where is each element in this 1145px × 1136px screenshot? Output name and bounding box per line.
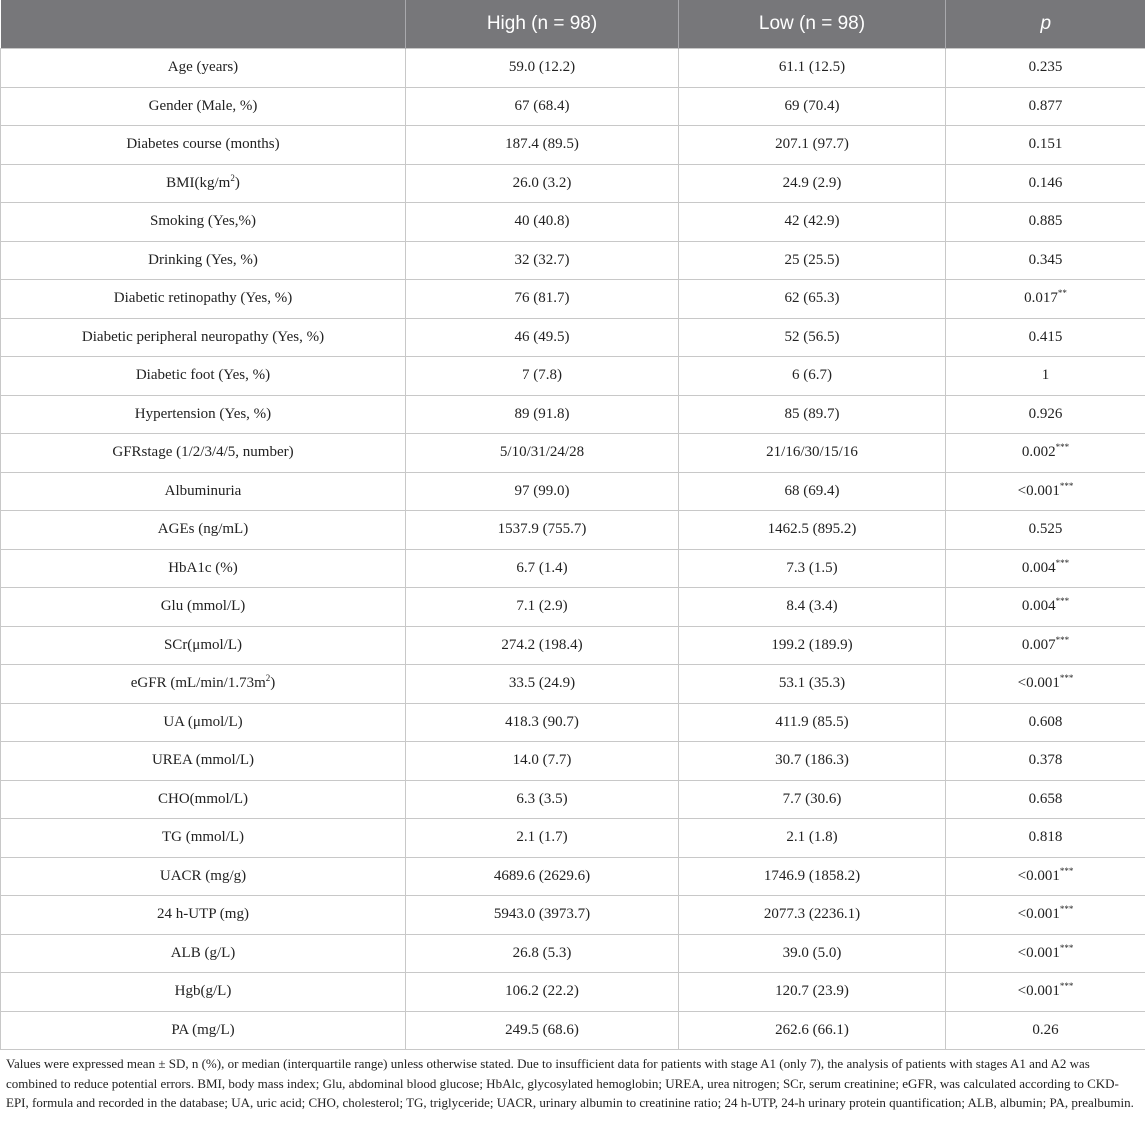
header-p-value: p (946, 0, 1145, 49)
cell-low-value: 207.1 (97.7) (679, 126, 946, 165)
table-row (1, 665, 1145, 704)
cell-p-value: 0.608 (946, 703, 1145, 742)
row-label: 24 h-UTP (mg) (1, 896, 406, 935)
table-row (1, 896, 1145, 935)
cell-p-value: 0.926 (946, 395, 1145, 434)
row-label: $BMI(kg/m^2)$ (1, 164, 406, 203)
cell-high-value: 418.3 (90.7) (406, 703, 679, 742)
cell-high-value: 2.1 (1.7) (406, 819, 679, 858)
row-label: Albuminuria (1, 472, 406, 511)
row-label: UA (μmol/L) (1, 703, 406, 742)
cell-high-value: 7 (7.8) (406, 357, 679, 396)
cell-high-value: 106.2 (22.2) (406, 973, 679, 1012)
row-label: UREA (mmol/L) (1, 742, 406, 781)
cell-low-value: 8.4 (3.4) (679, 588, 946, 627)
cell-low-value: 85 (89.7) (679, 395, 946, 434)
cell-p-value: 0.017** (946, 280, 1145, 319)
cell-high-value: 67 (68.4) (406, 87, 679, 126)
cell-high-value: 46 (49.5) (406, 318, 679, 357)
cell-low-value: 61.1 (12.5) (679, 49, 946, 88)
cell-low-value: 68 (69.4) (679, 472, 946, 511)
table-body (1, 49, 1145, 1050)
cell-high-value: 6.7 (1.4) (406, 549, 679, 588)
row-label: AGEs (ng/mL) (1, 511, 406, 550)
table-row (1, 87, 1145, 126)
cell-low-value: 69 (70.4) (679, 87, 946, 126)
cell-low-value: 7.7 (30.6) (679, 780, 946, 819)
cell-p-value: 0.525 (946, 511, 1145, 550)
cell-p-value: 0.235 (946, 49, 1145, 88)
cell-high-value: 97 (99.0) (406, 472, 679, 511)
cell-p-value: <0.001*** (946, 973, 1145, 1012)
cell-low-value: 25 (25.5) (679, 241, 946, 280)
table-row (1, 280, 1145, 319)
cell-low-value: 1746.9 (1858.2) (679, 857, 946, 896)
table-row (1, 126, 1145, 165)
row-label: UACR (mg/g) (1, 857, 406, 896)
row-label: TG (mmol/L) (1, 819, 406, 858)
row-label: Diabetic foot (Yes, %) (1, 357, 406, 396)
cell-p-value: <0.001*** (946, 934, 1145, 973)
cell-high-value: 59.0 (12.2) (406, 49, 679, 88)
cell-high-value: 5943.0 (3973.7) (406, 896, 679, 935)
cell-low-value: 199.2 (189.9) (679, 626, 946, 665)
cell-high-value: 249.5 (68.6) (406, 1011, 679, 1050)
cell-p-value: 0.885 (946, 203, 1145, 242)
cell-high-value: 4689.6 (2629.6) (406, 857, 679, 896)
row-label: PA (mg/L) (1, 1011, 406, 1050)
cell-high-value: 187.4 (89.5) (406, 126, 679, 165)
cell-high-value: 89 (91.8) (406, 395, 679, 434)
row-label: SCr(μmol/L) (1, 626, 406, 665)
cell-low-value: 120.7 (23.9) (679, 973, 946, 1012)
table-row (1, 49, 1145, 88)
cell-low-value: 2.1 (1.8) (679, 819, 946, 858)
header-low-group: Low (n = 98) (679, 0, 946, 49)
table-row (1, 318, 1145, 357)
table-row (1, 434, 1145, 473)
cell-p-value: <0.001*** (946, 896, 1145, 935)
row-label: Diabetic retinopathy (Yes, %) (1, 280, 406, 319)
row-label: Diabetes course (months) (1, 126, 406, 165)
cell-high-value: 40 (40.8) (406, 203, 679, 242)
row-label: Hgb(g/L) (1, 973, 406, 1012)
cell-p-value: 0.007*** (946, 626, 1145, 665)
cell-p-value: 0.004*** (946, 588, 1145, 627)
cell-p-value: 0.378 (946, 742, 1145, 781)
cell-p-value: 0.26 (946, 1011, 1145, 1050)
cell-low-value: 2077.3 (2236.1) (679, 896, 946, 935)
cell-high-value: 6.3 (3.5) (406, 780, 679, 819)
cell-p-value: 0.818 (946, 819, 1145, 858)
table-row (1, 203, 1145, 242)
row-label: ALB (g/L) (1, 934, 406, 973)
cell-p-value: <0.001*** (946, 665, 1145, 704)
row-label: HbA1c (%) (1, 549, 406, 588)
table-row (1, 241, 1145, 280)
cell-low-value: 262.6 (66.1) (679, 1011, 946, 1050)
cell-high-value: 7.1 (2.9) (406, 588, 679, 627)
table-row (1, 1011, 1145, 1050)
cell-high-value: 14.0 (7.7) (406, 742, 679, 781)
row-label: Hypertension (Yes, %) (1, 395, 406, 434)
table-row (1, 857, 1145, 896)
cell-p-value: 1 (946, 357, 1145, 396)
table-row (1, 472, 1145, 511)
table-row (1, 780, 1145, 819)
table-row (1, 549, 1145, 588)
table-row (1, 164, 1145, 203)
cell-low-value: 42 (42.9) (679, 203, 946, 242)
cell-p-value: 0.002*** (946, 434, 1145, 473)
cell-low-value: 1462.5 (895.2) (679, 511, 946, 550)
row-label: eGFR $(mL/\min/1.73m^2)$ (1, 665, 406, 704)
table-row (1, 973, 1145, 1012)
cell-high-value: 26.8 (5.3) (406, 934, 679, 973)
cell-p-value: 0.004*** (946, 549, 1145, 588)
table-row (1, 819, 1145, 858)
row-label: Glu (mmol/L) (1, 588, 406, 627)
cell-p-value: <0.001*** (946, 857, 1145, 896)
cell-p-value: 0.345 (946, 241, 1145, 280)
cell-high-value: 33.5 (24.9) (406, 665, 679, 704)
cell-low-value: 53.1 (35.3) (679, 665, 946, 704)
cell-p-value: 0.415 (946, 318, 1145, 357)
cell-p-value: 0.658 (946, 780, 1145, 819)
cell-low-value: 7.3 (1.5) (679, 549, 946, 588)
cell-low-value: 411.9 (85.5) (679, 703, 946, 742)
table-row (1, 511, 1145, 550)
row-label: Smoking (Yes,%) (1, 203, 406, 242)
cell-high-value: 26.0 (3.2) (406, 164, 679, 203)
header-variable (1, 0, 406, 49)
cell-p-value: 0.146 (946, 164, 1145, 203)
table-header-row (1, 0, 1145, 49)
table-row (1, 395, 1145, 434)
row-label: GFRstage (1/2/3/4/5, number) (1, 434, 406, 473)
table-row (1, 742, 1145, 781)
header-high-group: High (n = 98) (406, 0, 679, 49)
row-label: Drinking (Yes, %) (1, 241, 406, 280)
cell-p-value: 0.151 (946, 126, 1145, 165)
row-label: Diabetic peripheral neuropathy (Yes, %) (1, 318, 406, 357)
cell-high-value: 1537.9 (755.7) (406, 511, 679, 550)
cell-high-value: 76 (81.7) (406, 280, 679, 319)
cell-high-value: 5/10/31/24/28 (406, 434, 679, 473)
cell-low-value: 21/16/30/15/16 (679, 434, 946, 473)
cell-low-value: 30.7 (186.3) (679, 742, 946, 781)
cell-low-value: 6 (6.7) (679, 357, 946, 396)
table-row (1, 934, 1145, 973)
cell-high-value: 274.2 (198.4) (406, 626, 679, 665)
cell-low-value: 39.0 (5.0) (679, 934, 946, 973)
cell-low-value: 62 (65.3) (679, 280, 946, 319)
table-row (1, 588, 1145, 627)
cell-low-value: 24.9 (2.9) (679, 164, 946, 203)
table-row (1, 626, 1145, 665)
row-label: Age (years) (1, 49, 406, 88)
cell-p-value: 0.877 (946, 87, 1145, 126)
cell-high-value: 32 (32.7) (406, 241, 679, 280)
cell-low-value: 52 (56.5) (679, 318, 946, 357)
row-label: Gender (Male, %) (1, 87, 406, 126)
row-label: CHO(mmol/L) (1, 780, 406, 819)
table-row (1, 703, 1145, 742)
cell-p-value: <0.001*** (946, 472, 1145, 511)
table-footnote: Values were expressed mean ± SD, n (%), or median (interquartile range) unless otherwise stated. Due to insufficient data for patients with stage A1 (only 7), the analysis of patients with stages A1 and A2 was combined to reduce potential errors. BMI, body mass index; Glu, abdominal blood glucose; HbAlc, glycosylated hemoglobin; UREA, urea nitrogen; SCr, serum creatinine; eGFR, was calculated according to CKD-EPI, formula and recorded in the database; UA, uric acid; CHO, cholesterol; TG, triglyceride; UACR, urinary albumin to creatinine ratio; 24 h-UTP, 24-h urinary protein quantification; ALB, albumin; PA, prealbumin. (6, 1056, 1134, 1110)
table-row (1, 357, 1145, 396)
